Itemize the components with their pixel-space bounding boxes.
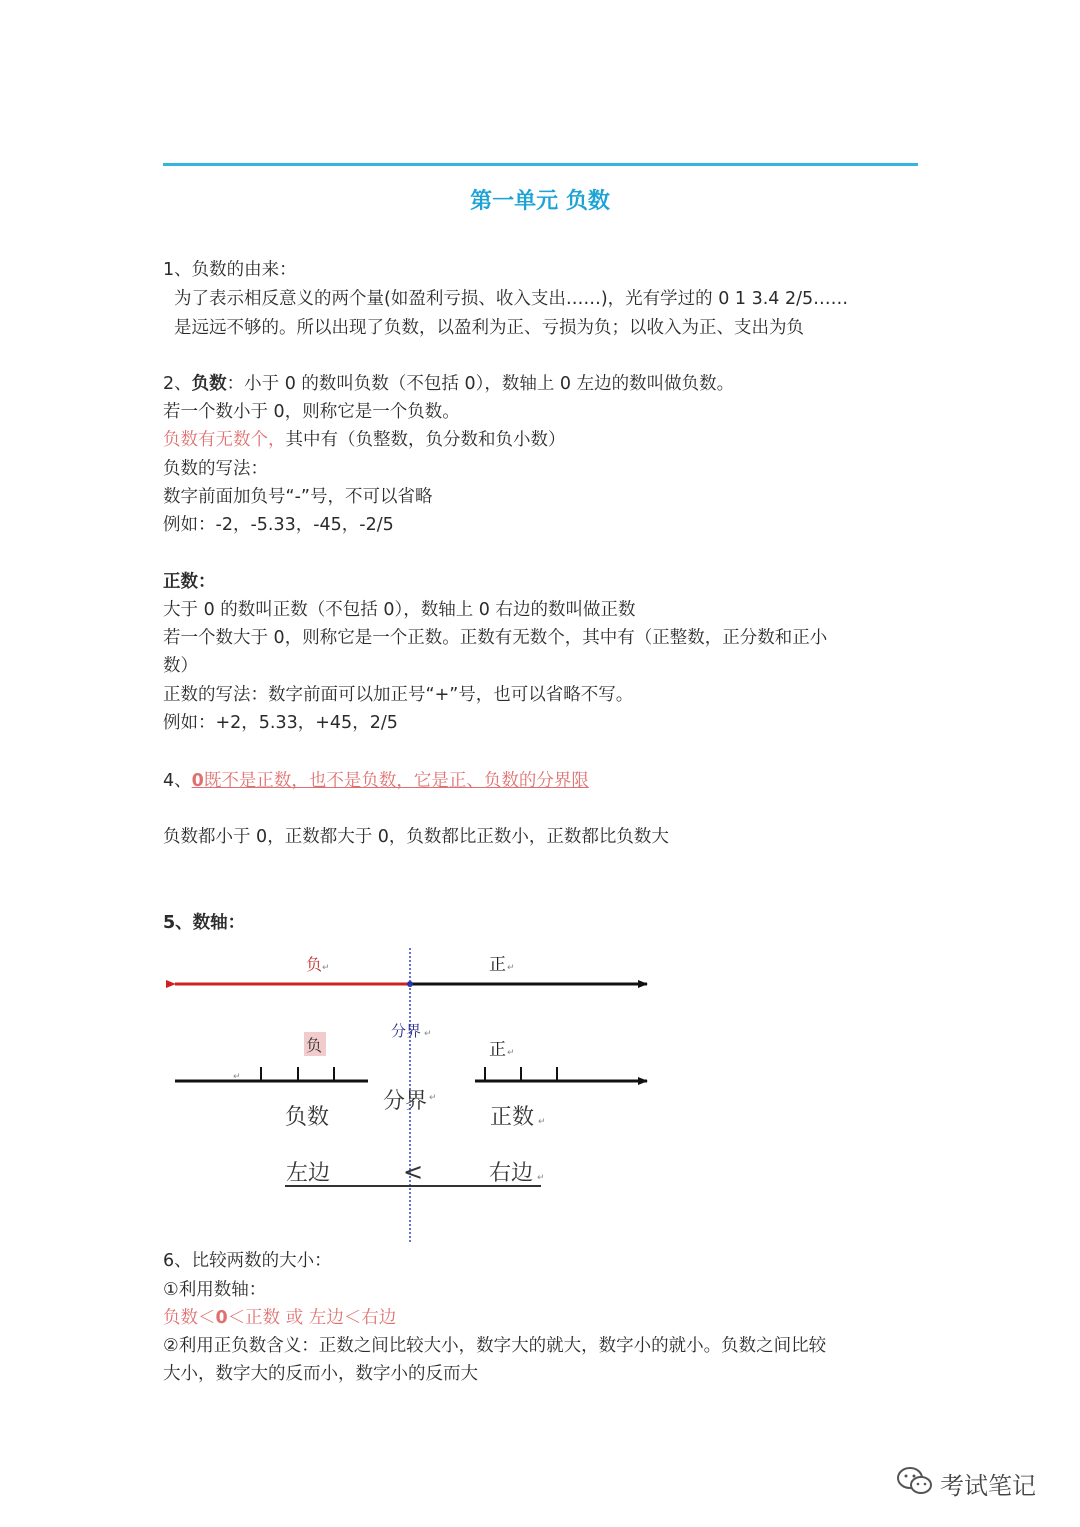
less-than-sign: <	[403, 1158, 424, 1186]
s2-line-2: 若一个数小于 0，则称它是一个负数。	[163, 402, 460, 422]
positive-label: 正数	[490, 1105, 535, 1130]
s4-line-2: 负数都小于 0，正数都大于 0，负数都比正数小，正数都比负数大	[163, 827, 669, 847]
watermark-text: 考试笔记	[940, 1472, 1036, 1500]
s1-line-1: 为了表示相反意义的两个量(如盈利亏损、收入支出……)，光有学过的 0 1 3.4 2/5……	[174, 289, 849, 309]
left-label: 左边	[286, 1161, 331, 1186]
s2-line-5: 数字前面加负号“-”号，不可以省略	[163, 487, 433, 507]
s4-num: 4、	[163, 771, 192, 791]
neg-top-label: 负	[306, 955, 323, 974]
s3-line-2: 若一个数大于 0，则称它是一个正数。正数有无数个，其中有（正整数，正分数和正小	[163, 628, 828, 648]
s6-method-2-line-1: ②利用正负数含义：正数之间比较大小，数字大的就大，数字小的就小。负数之间比较	[163, 1336, 827, 1356]
boundary-small-label: 分界	[391, 1022, 422, 1040]
s3-heading: 正数：	[163, 572, 216, 592]
page-title: 第一单元 负数	[470, 189, 610, 214]
title-rule	[163, 163, 918, 166]
s3-line-5: 例如：+2，5.33，+45，2/5	[163, 713, 398, 733]
boundary-small-mark: ↵	[424, 1029, 432, 1039]
pos-top-label: 正	[489, 955, 506, 975]
number-line-diagram	[163, 940, 683, 1245]
s6-heading: 6、比较两数的大小：	[163, 1251, 332, 1271]
s4-text: 既不是正数，也不是负数，它是正、负数的分界限	[203, 771, 589, 791]
watermark	[895, 1462, 1065, 1502]
s1-heading: 1、负数的由来：	[163, 260, 297, 280]
s2-infinite-note: 负数有无数个，	[163, 430, 286, 450]
s4-statement	[163, 770, 589, 792]
s2-line-4: 负数的写法：	[163, 459, 268, 479]
s6-rule-zero: 0	[215, 1308, 228, 1328]
s2-line-6: 例如：-2，-5.33，-45，-2/5	[163, 515, 394, 535]
s6-method-1-rule	[163, 1307, 396, 1329]
boundary-mark: ↵	[429, 1093, 437, 1103]
pos-mid-label: 正	[489, 1040, 506, 1060]
neg-segment-mark: ↵	[233, 1072, 241, 1082]
positive-label-mark: ↵	[538, 1117, 546, 1127]
s1-line-2: 是远远不够的。所以出现了负数，以盈利为正、亏损为负；以收入为正、支出为负	[174, 318, 804, 338]
s6-rule-b: ＜正数 或 左边＜右边	[227, 1308, 397, 1328]
s6-method-1: ①利用数轴：	[163, 1280, 267, 1300]
pos-mid-mark: ↵	[507, 1048, 515, 1058]
negative-label: 负数	[285, 1105, 330, 1130]
s3-line-4: 正数的写法：数字前面可以加正号“+”号，也可以省略不写。	[163, 685, 634, 705]
s2-def: ：小于 0 的数叫负数（不包括 0），数轴上 0 左边的数叫做负数。	[226, 374, 735, 394]
pos-top-mark: ↵	[507, 963, 515, 973]
neg-mid-label: 负	[306, 1036, 323, 1055]
s2-num: 2、	[163, 374, 192, 394]
s6-rule-a: 负数＜	[163, 1308, 216, 1328]
wechat-icon	[895, 1464, 935, 1498]
s2-line-3	[163, 429, 566, 451]
boundary-label: 分界	[383, 1089, 428, 1114]
s2-term: 负数	[191, 374, 227, 394]
s2-line-3-rest: 其中有（负整数，负分数和负小数）	[285, 430, 566, 450]
s3-line-1: 大于 0 的数叫正数（不包括 0），数轴上 0 右边的数叫做正数	[163, 600, 636, 620]
right-label: 右边	[489, 1161, 534, 1186]
s6-method-2-line-2: 大小，数字大的反而小，数字小的反而大	[163, 1364, 478, 1384]
s2-definition	[163, 373, 734, 395]
s3-line-3: 数）	[163, 656, 198, 676]
s4-highlight	[192, 771, 589, 791]
neg-top-mark: ↵	[322, 963, 330, 973]
s4-zero: 0	[191, 771, 204, 791]
s5-heading: 5、数轴：	[163, 913, 246, 933]
right-label-mark: ↵	[537, 1173, 545, 1183]
